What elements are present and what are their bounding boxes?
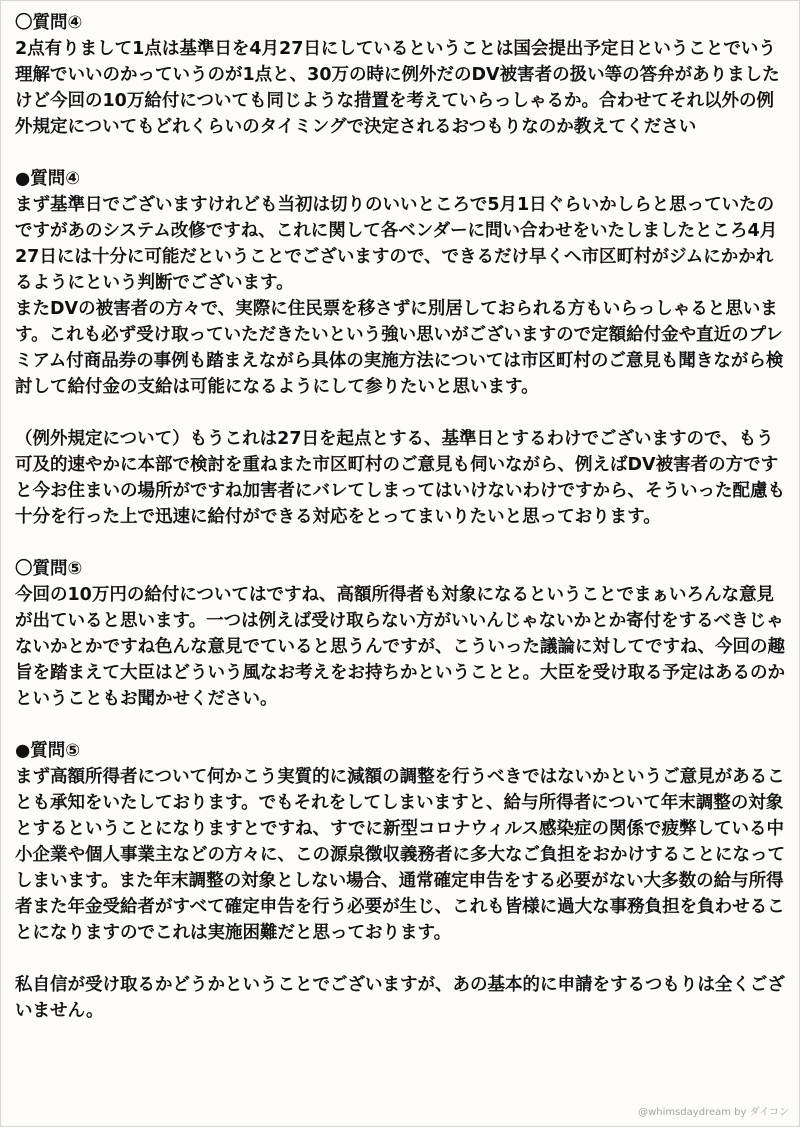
spacer: [15, 712, 787, 738]
answer-4-section: [15, 166, 787, 530]
question-4-heading: 〇質問④: [15, 13, 83, 33]
answer-5-heading: ●質問⑤: [15, 741, 81, 761]
answer-4-paragraph-1: まず基準日でございますけれども当初は切りのいいところで5月1日ぐらいかしらと思っていたのですがあのシステム改修ですね、これに関して各ベンダーに問い合わせをいたしましたところ4月27日には十分に可能だということでございますので、できるだけ早くへ市区町村がジムにかかれるようにという判断でございます。: [15, 195, 778, 293]
question-4-text: 2点有りまして1点は基準日を4月27日にしているということは国会提出予定日ということでいう理解でいいのかっていうのが1点と、30万の時に例外だのDV被害者の扱い等の答弁がありましたけど今回の10万給付についても同じような措置を考えていらっしゃるか。合わせてそれ以外の例外規定についてもどれくらいのタイミングで決定されるおつもりなのか教えてください: [15, 39, 780, 137]
answer-4-paragraph-2: またDVの被害者の方々で、実際に住民票を移さずに別居しておられる方もいらっしゃると思います。これも必ず受け取っていただきたいという強い思いがございますので定額給付金や直近のプレミアム付商品券の事例も踏まえながら具体の実施方法については市区町村のご意見も聞きながら検討して給付金の支給は可能になるようにして参りたいと思います。: [15, 299, 784, 397]
spacer: [15, 140, 787, 166]
spacer: [15, 530, 787, 556]
question-5-text: 今回の10万円の給付についてはですね、高額所得者も対象になるということでまぁいろんな意見が出ていると思います。一つは例えば受け取らない方がいいんじゃないかとか寄付をするべきじゃないかとかですね色んな意見でていると思うんですが、こういった議論に対してですね、今回の趣旨を踏まえて大臣はどういう風なお考えをお持ちかということと。大臣を受け取る予定はあるのかということもお聞かせください。: [15, 585, 785, 709]
answer-4-paragraph-3: （例外規定について）もうこれは27日を起点とする、基準日とするわけでございますので、もう可及的速やかに本部で検討を重ねまた市区町村のご意見も伺いながら、例えばDV被害者の方ですと今お住まいの場所がですね加害者にバレてしまってはいけないわけですから、そういった配慮も十分を行った上で迅速に給付ができる対応をとってまいりたいと思っております。: [15, 429, 785, 527]
question-4-section: [15, 10, 787, 140]
spacer: [15, 400, 787, 426]
answer-5-paragraph-2: 私自信が受け取るかどうかということでございますが、あの基本的に申請をするつもりは全くございません。: [15, 975, 785, 1021]
answer-4-heading: ●質問④: [15, 169, 81, 189]
question-5-heading: 〇質問⑤: [15, 559, 83, 579]
watermark-credit: @whimsdaydream by ダイコン: [638, 1107, 789, 1118]
document-content: [15, 10, 787, 1024]
answer-5-section: [15, 738, 787, 1024]
question-5-section: [15, 556, 787, 712]
answer-5-paragraph-1: まず高額所得者について何かこう実質的に減額の調整を行うべきではないかというご意見があることも承知をいたしております。でもそれをしてしまいますと、給与所得者について年末調整の対象とするということになりますとですね、すでに新型コロナウィルス感染症の関係で疲弊している中小企業や個人事業主などの方々に、この源泉徴収義務者に多大なご負担をおかけすることになってしまいます。また年末調整の対象としない場合、通常確定申告をする必要がない大多数の給与所得者また年金受給者がすべて確定申告を行う必要が生じ、これも皆様に過大な事務負担を負わせることになりますのでこれは実施困難だと思っております。: [15, 767, 785, 943]
spacer: [15, 946, 787, 972]
